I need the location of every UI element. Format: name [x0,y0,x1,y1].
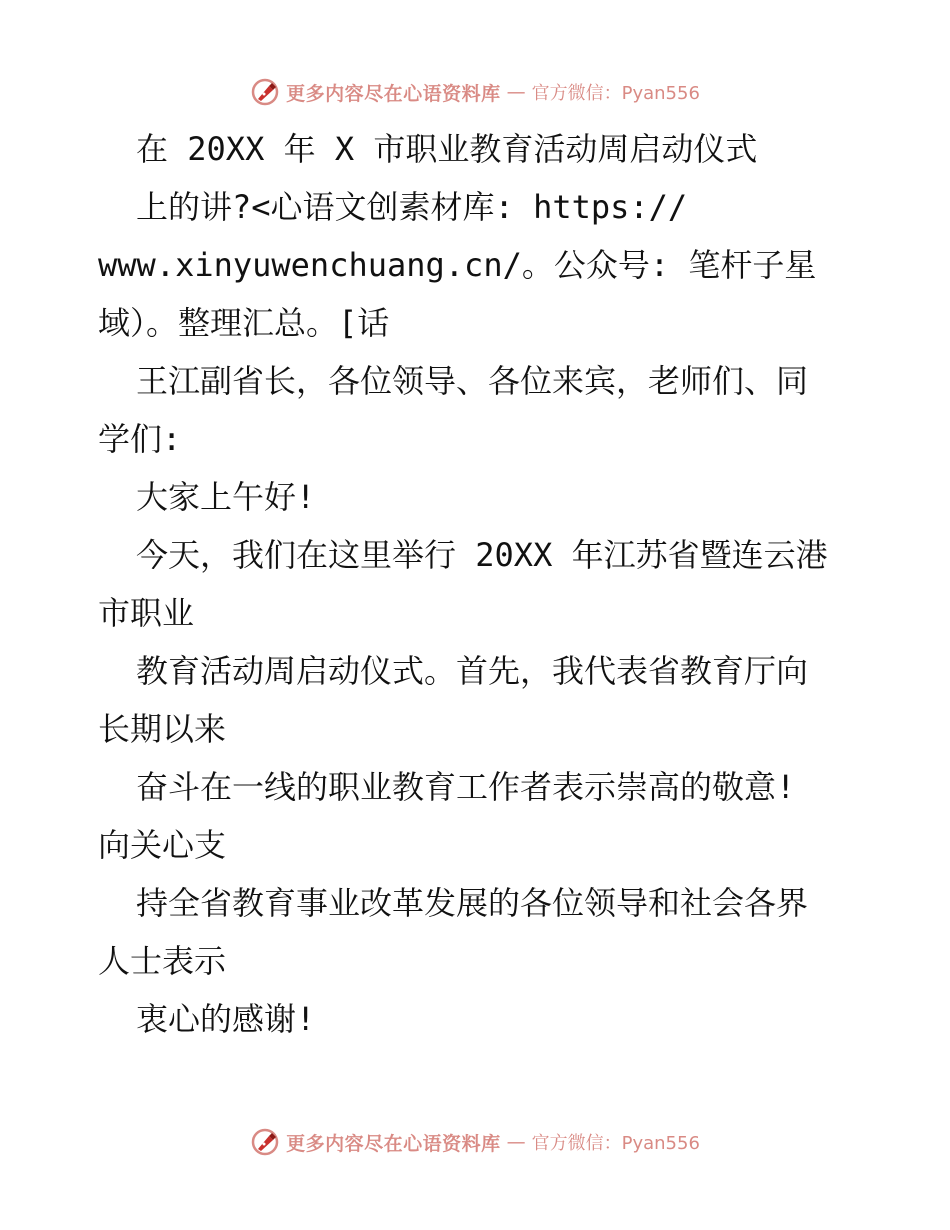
banner-separator: — [506,81,526,103]
text-line: 长期以来 [98,710,227,748]
text-line: 今天，我们在这里举行 20XX 年江苏省暨连云港 [136,536,828,574]
banner-wechat: 官方微信：Pyan556 [531,83,700,104]
header-banner [0,72,950,112]
text-line: 域）。整理汇总。[话 [98,304,390,342]
banner-wechat: 官方微信：Pyan556 [531,1133,700,1154]
document-body [98,120,858,1048]
banner-title: 更多内容尽在心语资料库 [286,82,501,105]
text-line: 人士表示 [98,942,227,980]
text-line: 教育活动周启动仪式。首先，我代表省教育厅向 [136,652,809,690]
pen-nib-logo-icon [250,77,280,107]
pen-nib-logo-icon [250,1127,280,1157]
text-line: 王江副省长，各位领导、各位来宾，老师们、同 [136,362,809,400]
text-line: 向关心支 [98,826,227,864]
text-line: 在 20XX 年 X 市职业教育活动周启动仪式 [136,130,758,168]
banner-separator: — [506,1131,526,1153]
text-line: 衷心的感谢! [136,1000,316,1038]
text-line: 学们: [98,420,182,458]
text-line: 奋斗在一线的职业教育工作者表示崇高的敬意! [136,768,796,806]
text-line: www.xinyuwenchuang.cn/。公众号: 笔杆子星 [98,246,817,284]
text-line: 大家上午好! [136,478,316,516]
footer-banner [0,1122,950,1162]
text-line: 持全省教育事业改革发展的各位领导和社会各界 [136,884,809,922]
text-line: 上的讲?<心语文创素材库: https:// [136,188,688,226]
text-line: 市职业 [98,594,195,632]
banner-title: 更多内容尽在心语资料库 [286,1132,501,1155]
